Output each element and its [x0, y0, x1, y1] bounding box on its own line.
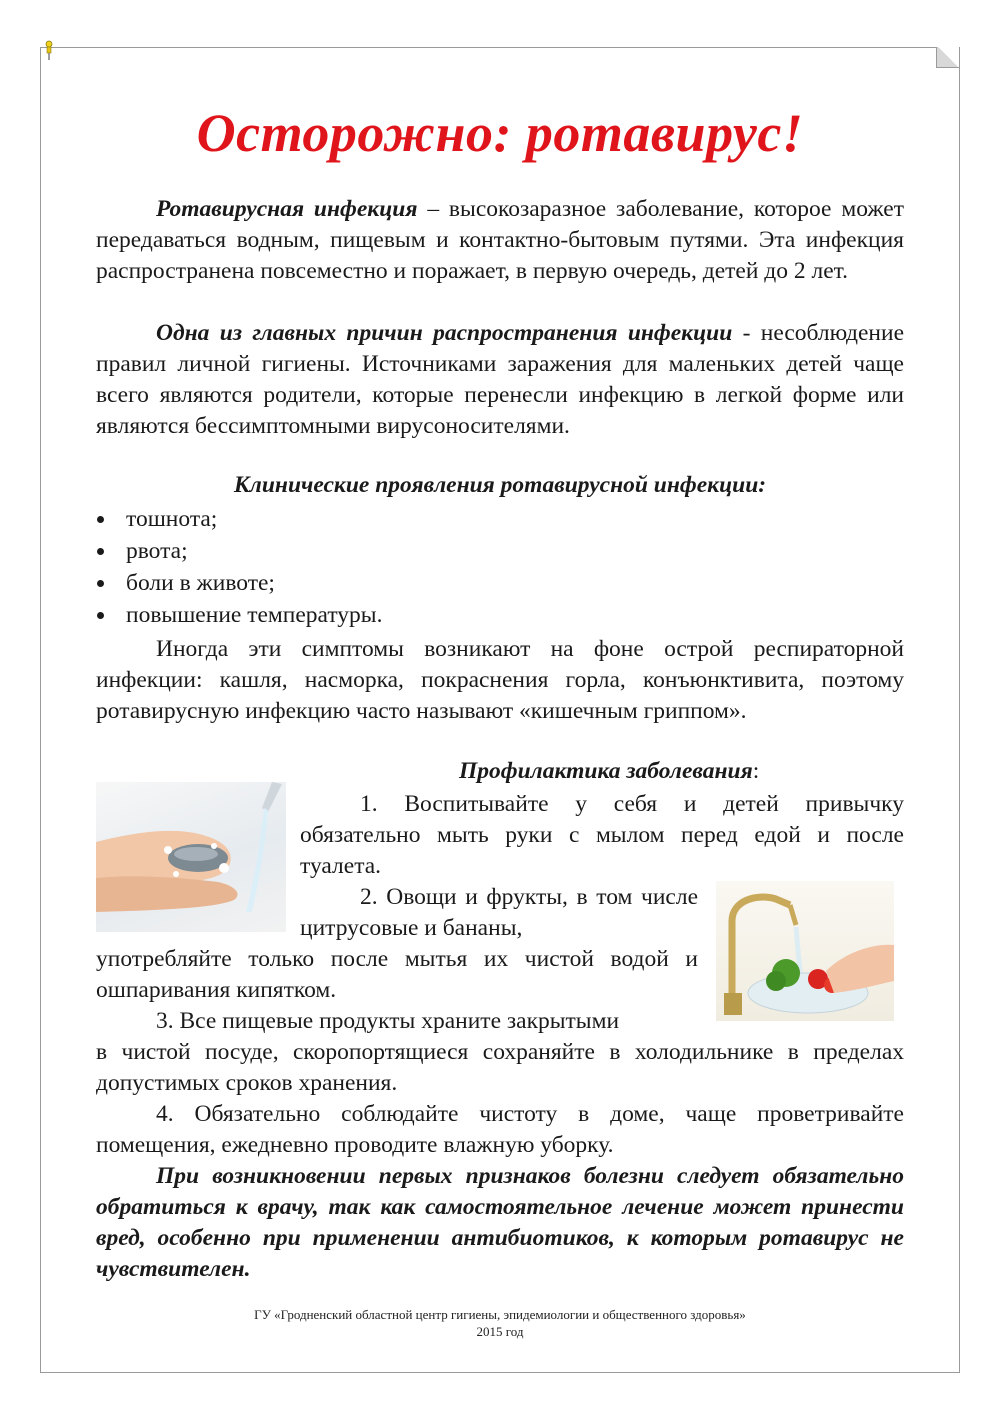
handwashing-image: [96, 782, 286, 932]
cause-text: - несоблюдение правил личной гигиены. Источниками заражения для маленьких детей чаще всего являются родители, которые перенесли инфекцию в легкой форме или являются бессимптомными вирусоносителями.: [96, 320, 904, 439]
prevention-item-2a: [300, 882, 698, 944]
prevention-heading: [459, 758, 759, 785]
prevention-item-2b: употребляйте только после мытья их чистой водой и ошпаривания кипятком.: [96, 946, 698, 1003]
symptoms-heading: Клинические проявления ротавирусной инфекции:: [233, 472, 767, 498]
symptoms-list: [96, 503, 382, 631]
list-item: рвота;: [96, 535, 382, 567]
pushpin-icon: [44, 40, 54, 62]
prevention-item-1: [300, 789, 904, 882]
prevention-item-4-text: 4. Обязательно соблюдайте чистоту в доме, чаще проветривайте помещения, ежедневно проводите влажную уборку.: [96, 1101, 904, 1158]
footer-org: ГУ «Гродненский областной центр гигиены, эпидемиологии и общественного здоровья»: [254, 1307, 746, 1322]
cause-paragraph: [96, 318, 904, 442]
footer-year: 2015 год: [476, 1324, 524, 1339]
intro-lead: Ротавирусная инфекция: [156, 196, 418, 222]
vegetable-washing-illustration: [716, 881, 894, 1021]
list-item: боли в животе;: [96, 567, 382, 599]
page-curl: [936, 47, 959, 68]
warning-paragraph: [96, 1161, 904, 1285]
vegetable-washing-image: [716, 881, 894, 1021]
prevention-item-3b: в чистой посуде, скоропортящиеся сохраняйте в холодильнике в пределах допустимых сроков хранения.: [96, 1039, 904, 1096]
cause-lead: Одна из главных причин распространения инфекции: [156, 320, 733, 346]
prevention-item-4: [96, 1099, 904, 1161]
prevention-heading-colon: :: [752, 758, 760, 784]
prevention-item-1-text: 1. Воспитывайте у себя и детей привычку обязательно мыть руки с мылом перед едой и после туалета.: [300, 791, 904, 879]
prevention-item-2a-text: 2. Овощи и фрукты, в том числе цитрусовые и бананы,: [300, 884, 698, 941]
prevention-item-3a-text: 3. Все пищевые продукты храните закрытыми: [156, 1008, 620, 1034]
page-title: Осторожно: ротавирус!: [196, 103, 804, 163]
respiratory-paragraph: [96, 634, 904, 727]
respiratory-text: Иногда эти симптомы возникают на фоне острой респираторной инфекции: кашля, насморка, покраснения горла, конъюнктивита, поэтому ротавирусную инфекцию часто называют «кишечным гриппом».: [96, 636, 904, 724]
warning-text: При возникновении первых признаков болезни следует обязательно обратиться к врачу, так как самостоятельное лечение может принести вред, особенно при применении антибиотиков, к которым ротавирус не чувствителен.: [96, 1163, 904, 1282]
prevention-item-3a: [96, 1006, 698, 1037]
list-item: повышение температуры.: [96, 599, 382, 631]
intro-paragraph: [96, 194, 904, 287]
list-item: тошнота;: [96, 503, 382, 535]
prevention-heading-text: Профилактика заболевания: [459, 758, 753, 784]
handwashing-illustration: [96, 782, 286, 932]
intro-text: – высокозаразное заболевание, которое может передаваться водным, пищевым и контактно-бытовым путями. Эта инфекция распространена повсеместно и поражает, в первую очередь, детей до 2 лет.: [96, 196, 904, 284]
